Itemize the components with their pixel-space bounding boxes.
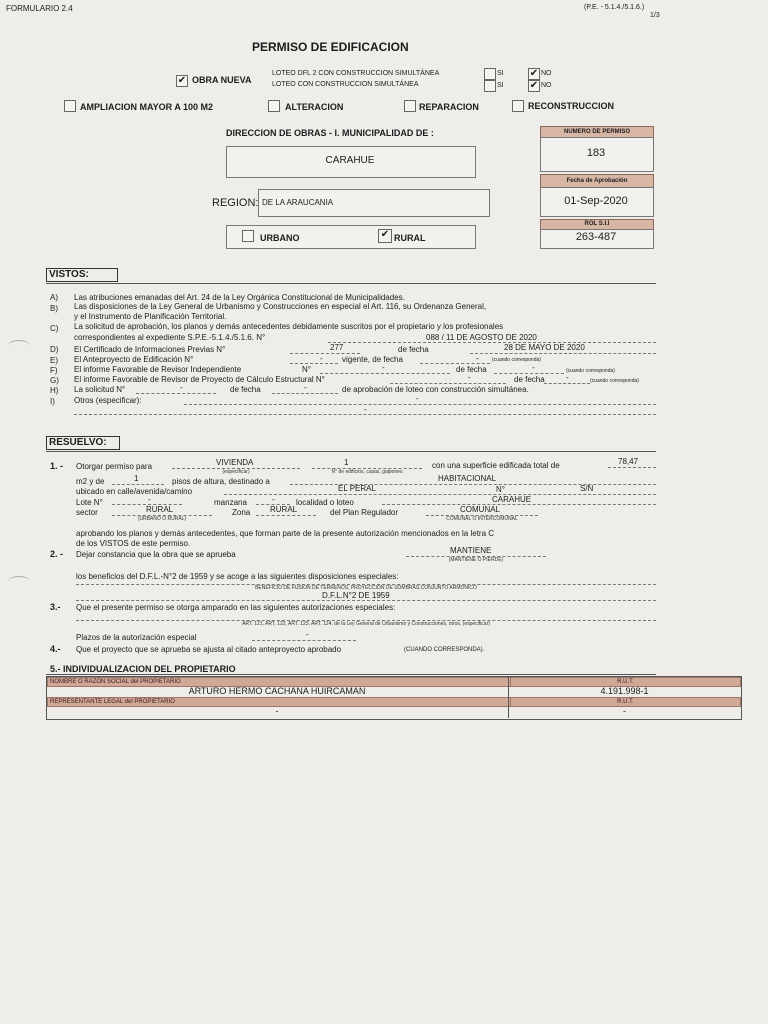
revisor-number-line xyxy=(320,373,450,374)
beneficios-caption: BENEFICIO DE FUSION DE TERRENOS, PROYECCION DE SOMBRAS,CONJUNTO ARMONICO xyxy=(255,585,477,591)
vistos-i-letter: I) xyxy=(50,397,55,406)
vistos-d-text: El Certificado de Informaciones Previas N° xyxy=(74,345,226,354)
pisos-line xyxy=(112,484,164,485)
destino-value: VIVIENDA xyxy=(216,458,254,467)
calculo-number: - xyxy=(468,373,471,382)
m2-label: m2 y de xyxy=(76,477,105,486)
plan-regulador-value: COMUNAL xyxy=(460,505,501,514)
solicitud-date-line xyxy=(272,393,338,394)
rol-sii-header: ROL S.I.I xyxy=(540,219,654,230)
beneficios-text: los beneficios del D.F.L.-N°2 de 1959 y se acoge a las siguientes disposiciones especiales: xyxy=(76,572,399,581)
manzana-value: - xyxy=(272,495,275,504)
vistos-i-text: Otros (especificar): xyxy=(74,396,142,405)
sector-value: RURAL xyxy=(146,505,174,514)
pisos-label: pisos de altura, destinado a xyxy=(172,477,270,486)
form-reference: (P.E. - 5.1.4./5.1.6.) xyxy=(584,4,645,11)
representante-value: - xyxy=(275,706,279,716)
sector-label: sector xyxy=(76,508,98,517)
rural-checkbox-frame xyxy=(378,229,392,243)
municipio-value: CARAHUE xyxy=(325,155,375,166)
si-label-2: SI xyxy=(497,82,504,89)
lote-label: Lote N° xyxy=(76,498,103,507)
vistos-g-letter: G) xyxy=(50,376,59,385)
item-3-number: 3.- xyxy=(50,602,61,612)
no-label: NO xyxy=(541,70,552,77)
owner-table-divider xyxy=(508,676,509,718)
item-4-number: 4.- xyxy=(50,644,61,654)
expediente-value: 088 / 11 DE AGOSTO DE 2020 xyxy=(426,333,537,342)
vistos-g-text: El informe Favorable de Revisor de Proyecto de Cálculo Estructural N° xyxy=(74,375,325,384)
owner-rut-value: 4.191.998-1 xyxy=(600,686,649,696)
vistos-h-text-2: de aprobación de loteo con construcción simultánea. xyxy=(342,385,529,394)
item-1-number: 1. - xyxy=(50,461,64,471)
sector-caption: (URBANO O RURAL) xyxy=(137,516,187,522)
ampliacion-checkbox[interactable] xyxy=(64,100,76,112)
dfl-line xyxy=(76,600,656,601)
vistos-b-letter: B) xyxy=(50,304,58,313)
localidad-value: CARAHUE xyxy=(492,495,532,504)
numero-permiso-value: 183 xyxy=(586,147,606,159)
cip-date: 28 DE MAYO DE 2020 xyxy=(504,343,585,352)
item-2-text: Dejar constancia que la obra que se aprueba xyxy=(76,550,236,559)
solicitud-number: - xyxy=(180,383,183,392)
numero-label: N° xyxy=(496,485,505,494)
destino-uso-value: HABITACIONAL xyxy=(438,474,497,483)
vistos-f-fecha: de fecha xyxy=(456,365,487,374)
revisor-number: - xyxy=(382,363,385,372)
vistos-h-letter: H) xyxy=(50,386,59,395)
plan-regulador-caption: COMUNAL O INTERCOMUNAL xyxy=(446,516,518,522)
vistos-f-n: N° xyxy=(302,365,311,374)
cip-date-line xyxy=(470,353,656,354)
reconstruccion-label: RECONSTRUCCION xyxy=(528,101,615,111)
ubicado-label: ubicado en calle/avenida/camino xyxy=(76,487,193,496)
obra-nueva-label: OBRA NUEVA xyxy=(192,75,252,85)
solicitud-date: - xyxy=(304,383,307,392)
mantiene-value: MANTIENE xyxy=(450,546,492,555)
loteo-label: LOTEO CON CONSTRUCCION SIMULTÁNEA xyxy=(272,81,419,88)
reparacion-label: REPARACION xyxy=(419,102,479,112)
form-code: FORMULARIO 2.4 xyxy=(6,4,73,13)
otros-value-2: - xyxy=(364,405,367,414)
representante-rut-value: - xyxy=(623,706,626,716)
vistos-e-letter: E) xyxy=(50,356,58,365)
vistos-a-letter: A) xyxy=(50,293,58,302)
zona-value: RURAL xyxy=(270,505,298,514)
alteracion-checkbox[interactable] xyxy=(268,100,280,112)
resuelvo-heading: RESUELVO: xyxy=(46,436,120,450)
loteo-dfl2-label: LOTEO DFL 2 CON CONSTRUCCION SIMULTÁNEA xyxy=(272,70,440,77)
revisor-date: - xyxy=(532,363,535,372)
plan-regulador-label: del Plan Regulador xyxy=(330,508,399,517)
fecha-aprobacion-header: Fecha de Aprobación xyxy=(540,174,654,188)
item-4-text: Que el proyecto que se aprueba se ajusta al citado anteproyecto aprobado xyxy=(76,645,342,654)
aprobando-text: aprobando los planos y demás antecedentes, que forman parte de la presente autorización mencionados en la letra C xyxy=(76,529,495,538)
mantiene-caption: (MANTIENE O PIERDE) xyxy=(448,557,504,563)
anteproyecto-date-line xyxy=(420,363,490,364)
especificar-label: (especificar) xyxy=(222,469,250,475)
propietario-heading: 5.- INDIVIDUALIZACION DEL PROPIETARIO xyxy=(50,664,236,674)
calculo-date-line xyxy=(544,383,590,384)
autorizaciones-caption: ART. 121, ART. 122, ART. 123, ART. 124, de la Ley General de Urbanismo y Construcciones, otros, (especificar) xyxy=(242,621,490,627)
otros-line-1 xyxy=(184,404,656,405)
vistos-b-text-2: y el Instrumento de Planificación Territorial. xyxy=(74,312,227,321)
owner-name-value: ARTURO HERMO CACHANA HUIRCAMAN xyxy=(188,686,366,696)
page-indicator: 1/3 xyxy=(650,12,660,19)
vistos-f-letter: F) xyxy=(50,366,58,375)
punch-mark xyxy=(8,340,30,351)
si-label: SI xyxy=(497,70,504,77)
zona-label: Zona xyxy=(232,508,251,517)
reparacion-checkbox[interactable] xyxy=(404,100,416,112)
superficie-label: con una superficie edificada total de xyxy=(432,461,560,470)
reconstruccion-checkbox[interactable] xyxy=(512,100,524,112)
item-1-text: Otorgar permiso para xyxy=(76,462,153,471)
vistos-a-text: Las atribuciones emanadas del Art. 24 de la Ley Orgánica Constitucional de Municipalidades. xyxy=(74,293,405,302)
plazos-value: - xyxy=(306,630,309,639)
de-fecha-label: de fecha xyxy=(398,345,429,354)
urbano-checkbox[interactable] xyxy=(242,230,254,242)
vistos-b-text: Las disposiciones de la Ley General de Urbanismo y Construcciones en especial el Art. 116, su Ordenanza General, xyxy=(74,302,487,311)
representante-rut-header: R.U.T. xyxy=(510,697,741,707)
superficie-value: 78,47 xyxy=(618,457,639,466)
vistos-c-letter: C) xyxy=(50,324,59,333)
owner-rule xyxy=(46,674,656,675)
localidad-label: localidad o loteo xyxy=(296,498,354,507)
owner-name-header: NOMBRE O RAZÓN SOCIAL del PROPIETARIO xyxy=(47,677,511,687)
rol-sii-value: 263-487 xyxy=(575,231,617,243)
cuando-corresponda-3: (cuando corresponda) xyxy=(590,378,639,384)
vistos-h-fecha: de fecha xyxy=(230,385,261,394)
zona-line xyxy=(256,515,316,516)
vistos-c-text: La solicitud de aprobación, los planos y demás antecedentes debidamente suscritos por el propietario y los profesionales xyxy=(74,322,504,331)
cuando-corresponda-2: (cuando corresponda) xyxy=(566,368,615,374)
representante-header: REPRESENTANTE LEGAL del PROPIETARIO xyxy=(47,697,511,707)
otros-value: - xyxy=(416,394,419,403)
vistos-f-text: El informe Favorable de Revisor Independiente xyxy=(74,365,242,374)
region-label: REGION: xyxy=(212,197,259,209)
obra-nueva-checkbox[interactable]: ✔ xyxy=(177,75,187,86)
otros-line-2 xyxy=(74,414,656,415)
solicitud-number-line xyxy=(136,393,216,394)
cip-number-line xyxy=(290,353,360,354)
direccion-obras-label: DIRECCION DE OBRAS - I. MUNICIPALIDAD DE : xyxy=(226,128,434,138)
document-title: PERMISO DE EDIFICACION xyxy=(252,40,409,54)
cuando-corresponda-1: (cuando corresponda) xyxy=(492,357,541,363)
vistos-c-text-2: correspondientes al expediente S.P.E.-5.1.4./5.1.6. N° xyxy=(74,333,266,342)
vistos-g-fecha: de fecha xyxy=(514,375,545,384)
rural-checkbox[interactable]: ✔ xyxy=(380,229,390,240)
loteo-dfl2-no-checkbox[interactable]: ✔ xyxy=(529,68,539,79)
numero-value: S/N xyxy=(580,484,594,493)
ampliacion-label: AMPLIACION MAYOR A 100 M2 xyxy=(80,102,214,112)
lote-value: - xyxy=(148,495,151,504)
vistos-rule xyxy=(46,283,656,284)
no-label-2: NO xyxy=(541,82,552,89)
pisos-value: 1 xyxy=(134,474,139,483)
vistos-d-letter: D) xyxy=(50,345,59,354)
manzana-label: manzana xyxy=(214,498,247,507)
alteracion-label: ALTERACION xyxy=(285,102,344,112)
vistos-heading: VISTOS: xyxy=(46,268,118,282)
revisor-date-line xyxy=(494,373,564,374)
region-value: DE LA ARAUCANIA xyxy=(262,198,334,207)
urbano-label: URBANO xyxy=(260,233,300,243)
vigente-label: vigente, de fecha xyxy=(342,355,403,364)
calculo-number-line xyxy=(390,383,506,384)
localidad-line xyxy=(382,504,656,505)
plazos-text: Plazos de la autorización especial xyxy=(76,633,197,642)
owner-rut-header: R.U.T. xyxy=(510,677,741,687)
item-2-number: 2. - xyxy=(50,549,64,559)
numero-permiso-header: NUMERO DE PERMISO xyxy=(540,126,654,138)
superficie-line xyxy=(608,467,656,468)
plazos-line xyxy=(252,640,356,641)
fecha-aprobacion-value: 01-Sep-2020 xyxy=(564,195,628,207)
aprobando-text-2: de los VISTOS de este permiso. xyxy=(76,539,191,548)
calle-line xyxy=(224,494,656,495)
vistos-h-text: La solicitud N° xyxy=(74,385,126,394)
expediente-line xyxy=(328,342,656,343)
edificios-value: 1 xyxy=(344,458,349,467)
item-3-text: Que el presente permiso se otorga amparado en las siguientes autorizaciones especiales: xyxy=(76,603,396,612)
cuando-corresponda-4: (CUANDO CORRESPONDA). xyxy=(404,647,485,653)
cip-number: 277 xyxy=(330,343,344,352)
rural-label: RURAL xyxy=(394,233,426,243)
calle-value: EL PERAL xyxy=(338,484,376,493)
anteproyecto-date: - xyxy=(476,354,479,363)
loteo-si-checkbox[interactable] xyxy=(484,80,496,92)
anteproyecto-number-line xyxy=(290,363,338,364)
calculo-date: - xyxy=(566,373,569,382)
loteo-no-checkbox[interactable]: ✔ xyxy=(529,80,539,91)
loteo-dfl2-si-checkbox[interactable] xyxy=(484,68,496,80)
vistos-e-text: El Anteproyecto de Edificación N° xyxy=(74,355,194,364)
punch-mark-2 xyxy=(8,576,30,587)
edificios-caption: N° de edificios, casas, galpones xyxy=(331,469,403,475)
dfl-value: D.F.L.N°2 DE 1959 xyxy=(322,591,390,600)
resuelvo-rule xyxy=(46,451,656,452)
anteproyecto-number: - xyxy=(320,354,323,363)
